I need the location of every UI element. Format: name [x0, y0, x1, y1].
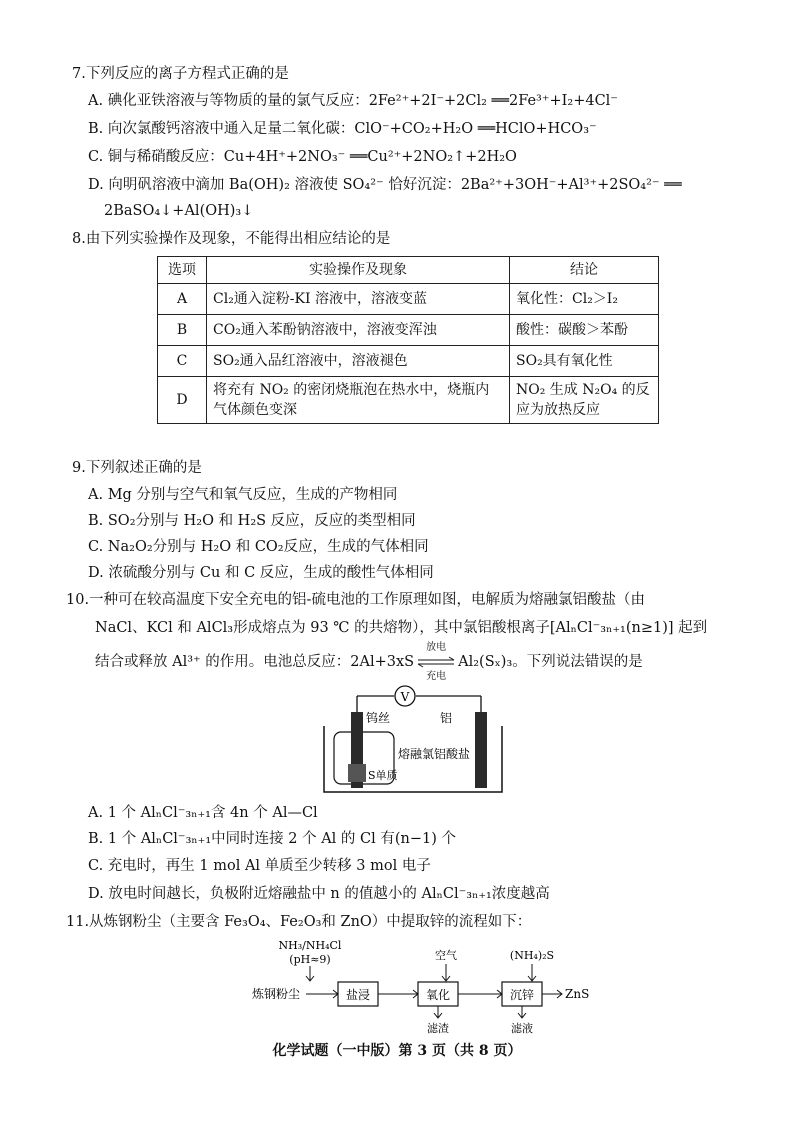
start-material: 炼钢粉尘 [252, 987, 301, 1001]
table-row [158, 315, 659, 346]
row-option: C [158, 346, 207, 377]
q9-option-c: C. Na₂O₂分别与 H₂O 和 CO₂反应，生成的气体相同 [88, 539, 429, 555]
end-product: ZnS [565, 987, 590, 1001]
arrow-bottom-label: 充电 [426, 671, 447, 682]
q10-stem-line3 [95, 642, 643, 682]
header-conclusion: 结论 [510, 257, 659, 284]
q10-option-c: C. 充电时，再生 1 mol Al 单质至少转移 3 mol 电子 [88, 858, 431, 874]
row-option: B [158, 315, 207, 346]
q7-stem: 7.下列反应的离子方程式正确的是 [72, 66, 289, 82]
q9-stem: 9.下列叙述正确的是 [72, 460, 202, 476]
arrow-top-label: 放电 [426, 642, 447, 653]
table-row [158, 346, 659, 377]
header-option: 选项 [158, 257, 207, 284]
header-operation: 实验操作及现象 [207, 257, 510, 284]
output-2: 滤渣 [427, 1022, 449, 1034]
output-3: 滤液 [511, 1022, 533, 1034]
q10-stem-line2: NaCl、KCl 和 AlCl₃形成熔点为 93 ℃ 的共熔物），其中氯铝酸根离子[AlₙCl⁻₃ₙ₊₁(n≥1)] 起到 [95, 620, 708, 636]
q9-option-d: D. 浓硫酸分别与 Cu 和 C 反应，生成的酸性气体相同 [88, 565, 434, 581]
aluminum-label: 铝 [440, 711, 453, 725]
q10-stem-line1: 10.一种可在较高温度下安全充电的铝-硫电池的工作原理如图，电解质为熔融氯铝酸盐（由 [66, 592, 645, 608]
row-conclusion: 氧化性：Cl₂＞I₂ [510, 284, 659, 315]
q8-table [157, 256, 659, 424]
q7-option-c: C. 铜与稀硝酸反应：Cu+4H⁺+2NO₃⁻ ══Cu²⁺+2NO₂↑+2H₂O [88, 149, 517, 165]
row-conclusion: 酸性：碳酸＞苯酚 [510, 315, 659, 346]
aluminum-electrode [475, 712, 487, 788]
step-label-3: 沉锌 [509, 988, 535, 1002]
q10-option-a: A. 1 个 AlₙCl⁻₃ₙ₊₁含 4n 个 Al—Cl [88, 805, 318, 821]
reagent-2: 空气 [435, 949, 457, 962]
q9-option-b: B. SO₂分别与 H₂O 和 H₂S 反应，反应的类型相同 [88, 513, 416, 529]
q7-option-d-line1: D. 向明矾溶液中滴加 Ba(OH)₂ 溶液使 SO₄²⁻ 恰好沉淀：2Ba²⁺+3OH⁻+Al³⁺+2SO₄²⁻ ══ [88, 177, 682, 193]
voltmeter-label: V [400, 690, 410, 704]
reagent-1a: NH₃/NH₄Cl [278, 939, 342, 952]
q10-stem-line3a: 结合或释放 Al³⁺ 的作用。电池总反应：2Al+3xS [95, 654, 415, 670]
row-option: D [158, 377, 207, 424]
row-operation: SO₂通入品红溶液中，溶液褪色 [207, 346, 510, 377]
row-operation: CO₂通入苯酚钠溶液中，溶液变浑浊 [207, 315, 510, 346]
q10-stem-line3b: Al₂(Sₓ)₃。下列说法错误的是 [458, 654, 643, 670]
reversible-arrow [416, 642, 456, 682]
q10-option-d: D. 放电时间越长，负极附近熔融盐中 n 的值越小的 AlₙCl⁻₃ₙ₊₁浓度越高 [88, 886, 550, 902]
q9-option-a: A. Mg 分别与空气和氧气反应，生成的产物相同 [88, 487, 398, 503]
process-flow-diagram [250, 936, 600, 1034]
step-label-1: 盐浸 [345, 988, 371, 1002]
s-label: S单质 [368, 769, 398, 782]
q10-option-b: B. 1 个 AlₙCl⁻₃ₙ₊₁中同时连接 2 个 Al 的 Cl 有(n−1) 个 [88, 831, 456, 847]
q8-stem: 8.由下列实验操作及现象，不能得出相应结论的是 [72, 231, 391, 247]
step-label-2: 氧化 [425, 988, 451, 1002]
equilibrium-arrow-icon [416, 652, 456, 672]
reagent-1b: (pH≈9) [289, 953, 331, 966]
s-material [348, 764, 366, 782]
row-operation: Cl₂通入淀粉-KI 溶液中，溶液变蓝 [207, 284, 510, 315]
row-operation: 将充有 NO₂ 的密闭烧瓶泡在热水中，烧瓶内气体颜色变深 [207, 377, 510, 424]
table-row [158, 284, 659, 315]
q7-option-b: B. 向次氯酸钙溶液中通入足量二氧化碳：ClO⁻+CO₂+H₂O ══HClO+HCO₃⁻ [88, 121, 597, 137]
melt-label: 熔融氯铝酸盐 [398, 747, 471, 761]
table-row [158, 377, 659, 424]
row-conclusion: NO₂ 生成 N₂O₄ 的反应为放热反应 [510, 377, 659, 424]
tungsten-label: 钨丝 [366, 711, 391, 725]
row-conclusion: SO₂具有氧化性 [510, 346, 659, 377]
table-header-row [158, 257, 659, 284]
reagent-3: (NH₄)₂S [509, 949, 555, 962]
row-option: A [158, 284, 207, 315]
battery-diagram [318, 682, 508, 800]
q7-option-a: A. 碘化亚铁溶液与等物质的量的氯气反应：2Fe²⁺+2I⁻+2Cl₂ ══2Fe³⁺+I₂+4Cl⁻ [88, 93, 618, 109]
q7-option-d-line2: 2BaSO₄↓+Al(OH)₃↓ [104, 203, 254, 219]
q11-stem: 11.从炼钢粉尘（主要含 Fe₃O₄、Fe₂O₃和 ZnO）中提取锌的流程如下： [66, 914, 532, 930]
page-footer: 化学试题（一中版）第 3 页（共 8 页） [272, 1043, 522, 1059]
